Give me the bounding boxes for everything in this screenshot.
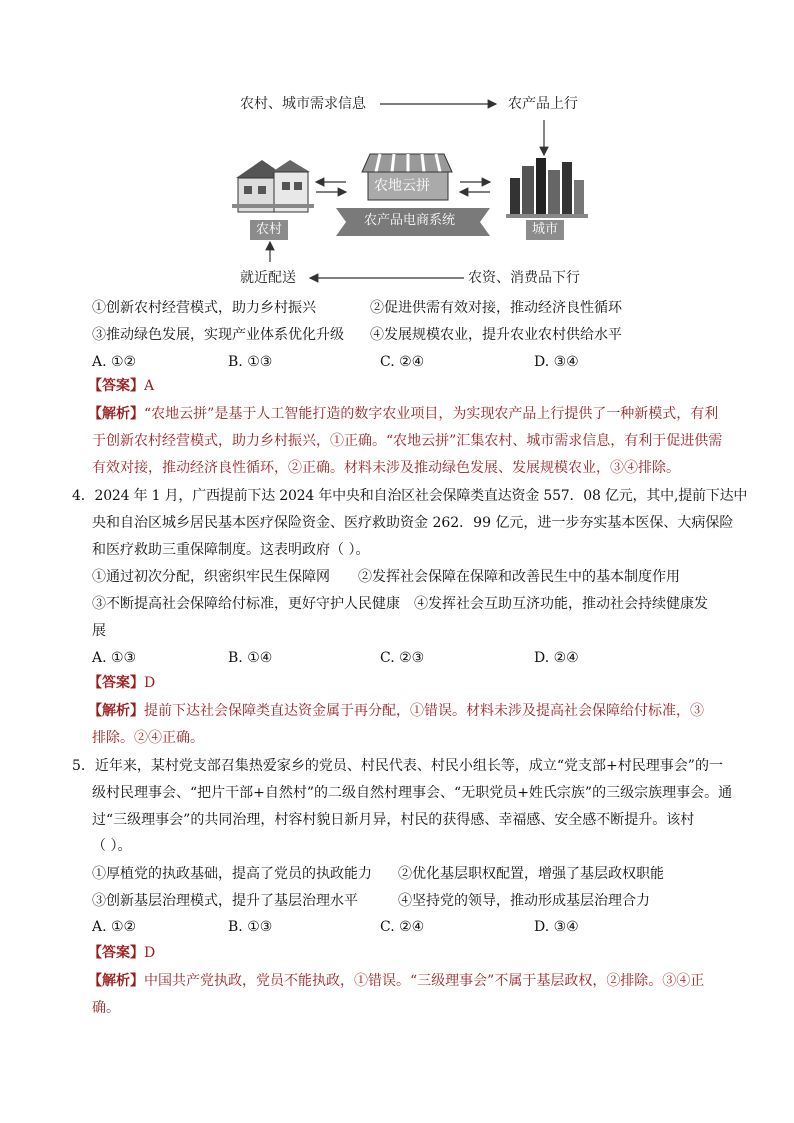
q5-option-4: ④坚持党的领导，推动形成基层治理合力	[398, 893, 650, 909]
q4-analysis-line-1	[88, 701, 704, 721]
diagram-store-sign: 农地云拼	[374, 178, 430, 194]
city-skyline-icon	[506, 158, 588, 218]
q4-stem-line-1: 4．2024 年 1 月，广西提前下达 2024 年中央和自治区社会保障类直达资金 557．08 亿元，其中,提前下达中	[72, 488, 748, 504]
q4-choice-d: D. ②④	[534, 650, 579, 666]
q5-stem-line-3: 过“三级理事会”的共同治理，村容村貌日新月异，村民的获得感、幸福感、安全感不断提升。该村	[92, 812, 695, 828]
q4-stem-line-3: 和医疗救助三重保障制度。这表明政府（ ）。	[92, 542, 370, 558]
diagram-system-label: 农产品电商系统	[364, 213, 456, 228]
q5-choice-c: C. ②④	[380, 919, 425, 935]
q5-answer-tag: 【答案】	[88, 945, 144, 961]
diagram-city-label: 城市	[526, 220, 564, 240]
diagram-village-label: 农村	[250, 220, 288, 240]
q3-analysis-line-2: 于创新农村经营模式，助力乡村振兴，①正确。“农地云拼”汇集农村、城市需求信息，有利于促进供需	[92, 433, 723, 449]
diagram-label-goods-downward: 农资、消费品下行	[468, 270, 580, 286]
q4-analysis-text-1: 提前下达社会保障类直达资金属于再分配，①错误。材料未涉及提高社会保障给付标准，③	[144, 703, 704, 719]
q3-analysis-line-1	[88, 404, 718, 424]
q5-choice-b: B. ①③	[228, 919, 273, 935]
q5-analysis-text-1: 中国共产党执政，党员不能执政，①错误。“三级理事会”不属于基层政权，②排除。③④正	[144, 973, 705, 989]
q4-option-line-1: ①通过初次分配，织密织牢民生保障网 ②发挥社会保障在保障和改善民生中的基本制度作用	[92, 569, 680, 585]
q3-option-2: ②促进供需有效对接，推动经济良性循环	[370, 300, 622, 316]
q5-option-3: ③创新基层治理模式，提升了基层治理水平	[92, 893, 358, 909]
q3-analysis-tag: 【解析】	[88, 406, 144, 422]
q3-choice-b: B. ①③	[228, 354, 273, 370]
q3-analysis-line-3: 有效对接，推动经济良性循环，②正确。材料未涉及推动绿色发展、发展规模农业，③④排除。	[92, 460, 680, 476]
q4-analysis-line-2: 排除。②④正确。	[92, 730, 204, 746]
q4-answer-value: D	[144, 675, 156, 691]
q5-analysis-line-1	[88, 971, 704, 991]
q3-answer-tag: 【答案】	[88, 378, 144, 394]
ecommerce-diagram	[228, 90, 598, 290]
diagram-label-demand-info: 农村、城市需求信息	[240, 96, 366, 112]
q3-analysis-text-1: “农地云拼”是基于人工智能打造的数字农业项目，为实现农产品上行提供了一种新模式，有利	[144, 406, 719, 422]
q4-answer	[88, 673, 155, 693]
q5-option-2: ②优化基层职权配置，增强了基层政权职能	[398, 866, 664, 882]
q5-analysis-line-2: 确。	[92, 1000, 120, 1016]
q3-option-4: ④发展规模农业，提升农业农村供给水平	[370, 327, 622, 343]
q4-answer-tag: 【答案】	[88, 675, 144, 691]
q5-choice-d: D. ③④	[534, 919, 579, 935]
diagram-label-nearby-delivery: 就近配送	[240, 270, 296, 286]
q3-option-3: ③推动绿色发展，实现产业体系优化升级	[92, 327, 344, 343]
q3-choice-a: A. ①②	[92, 354, 137, 370]
village-house-icon	[232, 160, 314, 212]
q5-answer	[88, 943, 155, 963]
q4-choice-b: B. ①④	[228, 650, 273, 666]
q5-stem-line-4: （ ）。	[92, 838, 132, 854]
q5-analysis-tag: 【解析】	[88, 973, 144, 989]
q5-choice-a: A. ①②	[92, 919, 137, 935]
q3-option-1: ①创新农村经营模式，助力乡村振兴	[92, 300, 316, 316]
q5-stem-line-1: 5．近年来，某村党支部召集热爱家乡的党员、村民代表、村民小组长等，成立“党支部+村民理事会”的一	[72, 758, 723, 774]
q3-answer-value: A	[144, 378, 155, 394]
q3-choice-d: D. ③④	[534, 354, 579, 370]
diagram-label-agri-upward: 农产品上行	[508, 96, 578, 112]
q4-choice-a: A. ①③	[92, 650, 137, 666]
q5-option-1: ①厚植党的执政基础，提高了党员的执政能力	[92, 866, 372, 882]
q3-answer	[88, 376, 154, 396]
q5-answer-value: D	[144, 945, 156, 961]
q4-analysis-tag: 【解析】	[88, 703, 144, 719]
q4-choice-c: C. ②③	[380, 650, 425, 666]
q4-stem-line-2: 央和自治区城乡居民基本医疗保险资金、医疗救助资金 262．99 亿元，进一步夯实基本医保、大病保险	[92, 515, 734, 531]
q4-option-line-2: ③不断提高社会保障给付标准，更好守护人民健康 ④发挥社会互助互济功能，推动社会持续健康发	[92, 596, 708, 612]
q4-option-line-3: 展	[92, 623, 106, 639]
q5-stem-line-2: 级村民理事会、“把片干部+自然村”的二级自然村理事会、“无职党员+姓氏宗族”的三级宗族理事会。通	[92, 785, 733, 801]
q3-choice-c: C. ②④	[380, 354, 425, 370]
